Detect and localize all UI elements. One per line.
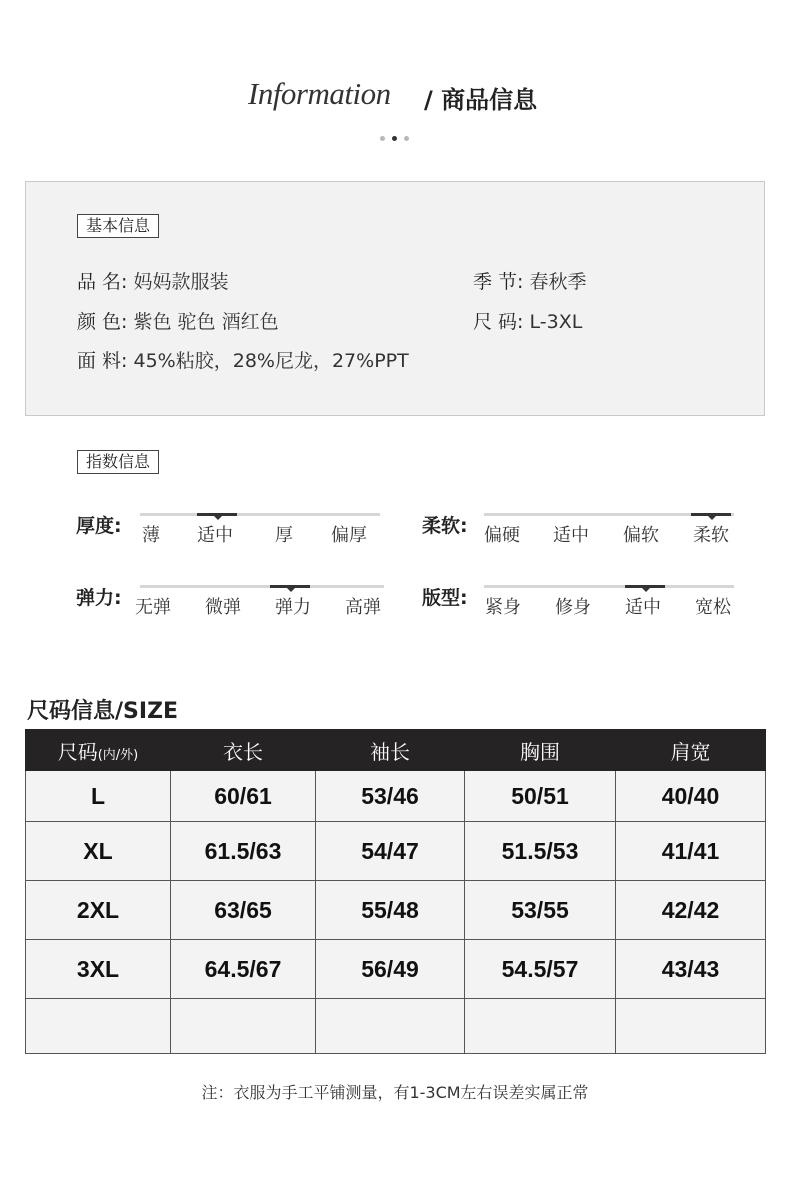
basic-info-tag: 基本信息 — [77, 214, 159, 238]
table-cell: 3XL — [26, 940, 171, 999]
elasticity-option: 微弹 — [205, 597, 241, 618]
thickness-option: 薄 — [142, 525, 160, 546]
table-cell: 41/41 — [616, 822, 766, 881]
softness-option: 偏硬 — [484, 525, 520, 546]
measurement-note: 注：衣服为手工平铺测量，有1-3CM左右误差实属正常 — [201, 1083, 589, 1102]
thickness-marker — [197, 513, 237, 516]
fit-option: 适中 — [625, 597, 661, 618]
softness-option: 偏软 — [623, 525, 659, 546]
table-cell: XL — [26, 822, 171, 881]
size-section-title: 尺码信息/SIZE — [27, 699, 179, 724]
thickness-title: 厚度: — [76, 515, 122, 537]
table-cell: 56/49 — [316, 940, 465, 999]
elasticity-title: 弹力: — [76, 587, 122, 609]
table-cell: 43/43 — [616, 940, 766, 999]
table-cell: 64.5/67 — [171, 940, 316, 999]
fit-option: 修身 — [555, 597, 591, 618]
table-row — [26, 771, 766, 822]
table-row — [26, 940, 766, 999]
table-row — [26, 881, 766, 940]
size-table-header-row — [26, 730, 766, 771]
table-cell: 54.5/57 — [465, 940, 616, 999]
column-header-chest: 胸围 — [465, 730, 616, 771]
thickness-option: 偏厚 — [331, 525, 367, 546]
table-cell: 40/40 — [616, 771, 766, 822]
fit-title: 版型: — [422, 587, 468, 609]
fit-option: 宽松 — [695, 597, 731, 618]
table-cell: 54/47 — [316, 822, 465, 881]
header-title-en: Information — [248, 76, 391, 111]
size-table — [25, 729, 766, 1054]
softness-option: 柔软 — [693, 525, 729, 546]
table-cell — [465, 999, 616, 1054]
info-fabric: 面 料: 45%粘胶，28%尼龙，27%PPT — [77, 350, 409, 372]
info-name: 品 名: 妈妈款服装 — [77, 271, 229, 293]
thickness-option: 厚 — [275, 525, 293, 546]
table-cell: 60/61 — [171, 771, 316, 822]
table-cell: L — [26, 771, 171, 822]
table-row-empty — [26, 999, 766, 1054]
table-cell: 61.5/63 — [171, 822, 316, 881]
elasticity-option: 高弹 — [345, 597, 381, 618]
header-title-cn: / 商品信息 — [424, 86, 538, 114]
elasticity-option: 无弹 — [135, 597, 171, 618]
table-cell: 2XL — [26, 881, 171, 940]
table-cell: 51.5/53 — [465, 822, 616, 881]
info-color: 颜 色: 紫色 驼色 酒红色 — [77, 311, 279, 333]
table-cell — [26, 999, 171, 1054]
elasticity-option: 弹力 — [275, 597, 311, 618]
carousel-dot — [380, 136, 385, 141]
fit-track — [484, 585, 734, 588]
table-cell: 53/55 — [465, 881, 616, 940]
softness-option: 适中 — [553, 525, 589, 546]
softness-title: 柔软: — [422, 515, 468, 537]
table-cell — [316, 999, 465, 1054]
column-header-length: 衣长 — [171, 730, 316, 771]
thickness-option: 适中 — [197, 525, 233, 546]
table-cell: 55/48 — [316, 881, 465, 940]
elasticity-track — [140, 585, 384, 588]
column-header-sleeve: 袖长 — [316, 730, 465, 771]
table-cell — [616, 999, 766, 1054]
table-cell: 63/65 — [171, 881, 316, 940]
table-row — [26, 822, 766, 881]
column-header-shoulder: 肩宽 — [616, 730, 766, 771]
info-size-range: 尺 码: L-3XL — [473, 311, 583, 333]
basic-info-panel — [25, 181, 765, 416]
column-header-size: 尺码(内/外) — [26, 730, 171, 771]
elasticity-marker — [270, 585, 310, 588]
index-info-tag: 指数信息 — [77, 450, 159, 474]
table-cell — [171, 999, 316, 1054]
carousel-dot-active — [392, 136, 397, 141]
softness-marker — [691, 513, 731, 516]
info-season: 季 节: 春秋季 — [473, 271, 587, 293]
fit-marker — [625, 585, 665, 588]
thickness-track — [140, 513, 380, 516]
table-cell: 50/51 — [465, 771, 616, 822]
table-cell: 42/42 — [616, 881, 766, 940]
carousel-dot — [404, 136, 409, 141]
table-cell: 53/46 — [316, 771, 465, 822]
fit-option: 紧身 — [485, 597, 521, 618]
